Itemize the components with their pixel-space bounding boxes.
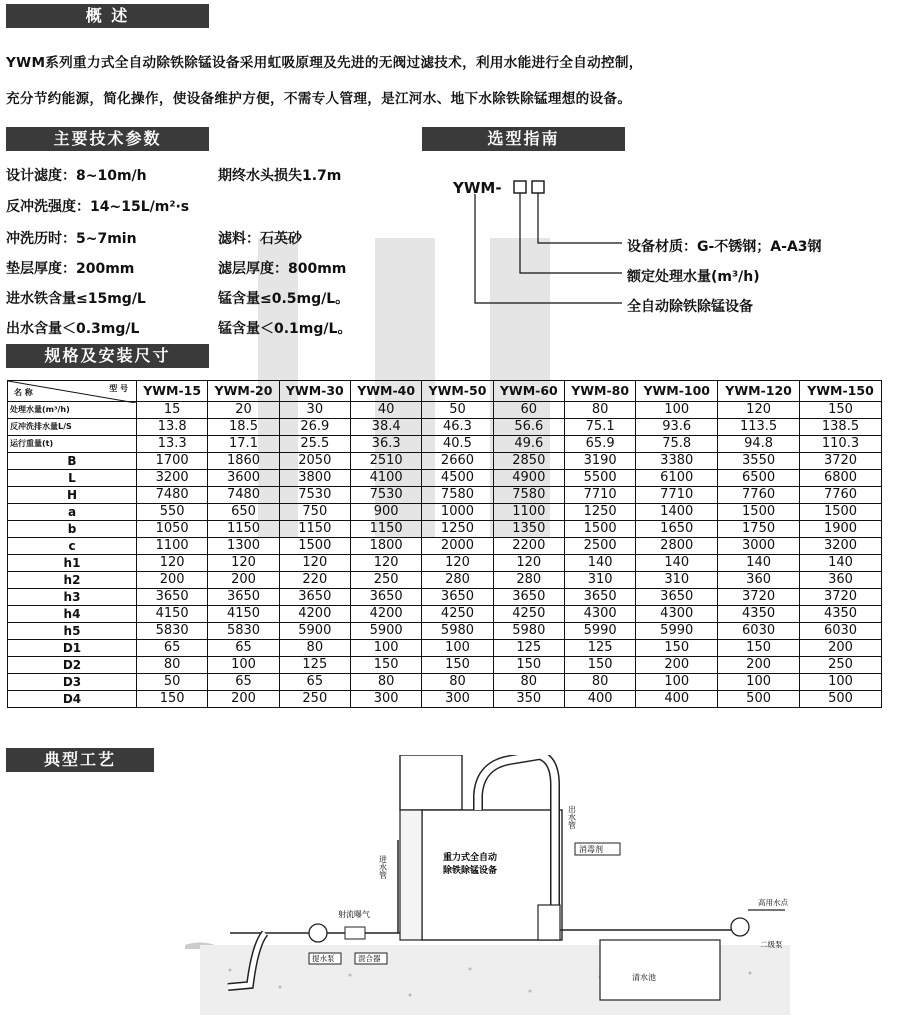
- table-cell: 1500: [718, 504, 800, 521]
- column-header-ywm-50: YWM-50: [422, 381, 493, 402]
- table-cell: 7480: [137, 487, 208, 504]
- table-row: [8, 555, 882, 572]
- row-name: L: [8, 470, 137, 487]
- row-name: B: [8, 453, 137, 470]
- table-row: [8, 521, 882, 538]
- table-cell: 200: [800, 640, 882, 657]
- table-row: [8, 453, 882, 470]
- table-cell: 150: [718, 640, 800, 657]
- table-cell: 80: [564, 674, 635, 691]
- table-cell: 3200: [800, 538, 882, 555]
- table-cell: 65: [208, 674, 279, 691]
- table-cell: 40: [350, 402, 421, 419]
- table-cell: 400: [564, 691, 635, 708]
- overview-line-1: YWM系列重力式全自动除铁除锰设备采用虹吸原理及先进的无阀过滤技术，利用水能进行全自动控制，: [6, 55, 643, 71]
- table-cell: 75.1: [564, 419, 635, 436]
- table-row: [8, 470, 882, 487]
- spec-table-corner: [8, 381, 137, 402]
- table-cell: 80: [137, 657, 208, 674]
- param-wash-duration: 冲洗历时：5~7min: [6, 231, 137, 247]
- table-cell: 7530: [279, 487, 350, 504]
- table-cell: 1750: [718, 521, 800, 538]
- row-name: h5: [8, 623, 137, 640]
- table-cell: 1050: [137, 521, 208, 538]
- table-cell: 4500: [422, 470, 493, 487]
- pump-label: 提水泵: [312, 954, 335, 963]
- column-header-ywm-150: YWM-150: [800, 381, 882, 402]
- table-cell: 65: [279, 674, 350, 691]
- table-cell: 3650: [564, 589, 635, 606]
- table-cell: 5980: [422, 623, 493, 640]
- table-cell: 1250: [422, 521, 493, 538]
- table-cell: 4200: [279, 606, 350, 623]
- spec-table-header-row: [8, 381, 882, 402]
- table-cell: 120: [350, 555, 421, 572]
- table-row: [8, 606, 882, 623]
- table-cell: 140: [718, 555, 800, 572]
- table-cell: 150: [636, 640, 718, 657]
- table-row: [8, 657, 882, 674]
- table-cell: 350: [493, 691, 564, 708]
- process-diagram: [0, 755, 900, 1035]
- table-cell: 13.8: [137, 419, 208, 436]
- table-cell: 140: [800, 555, 882, 572]
- table-cell: 7530: [350, 487, 421, 504]
- table-cell: 150: [564, 657, 635, 674]
- section-header-process: 典型工艺: [6, 748, 154, 772]
- table-cell: 3000: [718, 538, 800, 555]
- table-cell: 4250: [493, 606, 564, 623]
- table-cell: 250: [350, 572, 421, 589]
- table-cell: 2660: [422, 453, 493, 470]
- table-cell: 360: [800, 572, 882, 589]
- table-cell: 250: [279, 691, 350, 708]
- table-row: [8, 623, 882, 640]
- table-cell: 150: [422, 657, 493, 674]
- table-row: [8, 436, 882, 453]
- row-name: h3: [8, 589, 137, 606]
- row-name: b: [8, 521, 137, 538]
- table-cell: 120: [279, 555, 350, 572]
- row-name: h2: [8, 572, 137, 589]
- table-row: [8, 487, 882, 504]
- param-filter-speed: 设计滤度：8~10m/h: [6, 168, 147, 184]
- table-cell: 3650: [137, 589, 208, 606]
- table-row: [8, 402, 882, 419]
- table-cell: 65: [137, 640, 208, 657]
- column-header-ywm-80: YWM-80: [564, 381, 635, 402]
- table-cell: 150: [493, 657, 564, 674]
- row-name: D2: [8, 657, 137, 674]
- section-header-params: 主要技术参数: [6, 127, 209, 151]
- table-cell: 26.9: [279, 419, 350, 436]
- row-name: c: [8, 538, 137, 555]
- table-cell: 3650: [493, 589, 564, 606]
- table-cell: 1860: [208, 453, 279, 470]
- table-cell: 3720: [800, 589, 882, 606]
- column-header-ywm-60: YWM-60: [493, 381, 564, 402]
- table-cell: 1650: [636, 521, 718, 538]
- table-cell: 38.4: [350, 419, 421, 436]
- user-label: 高用水点: [758, 898, 788, 907]
- table-cell: 6500: [718, 470, 800, 487]
- table-cell: 250: [800, 657, 882, 674]
- table-cell: 550: [137, 504, 208, 521]
- table-cell: 150: [137, 691, 208, 708]
- table-row: [8, 640, 882, 657]
- table-cell: 900: [350, 504, 421, 521]
- column-header-ywm-40: YWM-40: [350, 381, 421, 402]
- table-cell: 7580: [493, 487, 564, 504]
- table-cell: 100: [208, 657, 279, 674]
- table-cell: 6800: [800, 470, 882, 487]
- table-cell: 80: [493, 674, 564, 691]
- table-cell: 2800: [636, 538, 718, 555]
- pool-label: 清水池: [632, 973, 656, 982]
- param-outlet-manganese: 锰含量＜0.1mg/L。: [218, 321, 352, 337]
- disinfect-label: 消毒剂: [579, 845, 603, 854]
- table-cell: 50: [422, 402, 493, 419]
- table-cell: 500: [800, 691, 882, 708]
- section-header-spec: 规格及安装尺寸: [6, 344, 209, 368]
- table-cell: 6030: [800, 623, 882, 640]
- table-cell: 56.6: [493, 419, 564, 436]
- table-cell: 4250: [422, 606, 493, 623]
- table-cell: 4300: [564, 606, 635, 623]
- table-cell: 4300: [636, 606, 718, 623]
- row-name: 运行重量(t): [8, 436, 137, 453]
- table-cell: 1500: [564, 521, 635, 538]
- table-cell: 120: [422, 555, 493, 572]
- table-cell: 60: [493, 402, 564, 419]
- table-cell: 3800: [279, 470, 350, 487]
- table-cell: 3650: [636, 589, 718, 606]
- table-cell: 5830: [137, 623, 208, 640]
- table-cell: 36.3: [350, 436, 421, 453]
- table-cell: 1400: [636, 504, 718, 521]
- table-cell: 75.8: [636, 436, 718, 453]
- table-cell: 200: [137, 572, 208, 589]
- table-cell: 1500: [800, 504, 882, 521]
- table-row: [8, 538, 882, 555]
- table-cell: 4150: [208, 606, 279, 623]
- table-cell: 3720: [718, 589, 800, 606]
- table-cell: 20: [208, 402, 279, 419]
- table-row: [8, 419, 882, 436]
- table-cell: 4350: [800, 606, 882, 623]
- row-name: D3: [8, 674, 137, 691]
- table-cell: 360: [718, 572, 800, 589]
- table-cell: 1350: [493, 521, 564, 538]
- table-row: [8, 589, 882, 606]
- table-cell: 110.3: [800, 436, 882, 453]
- table-cell: 5830: [208, 623, 279, 640]
- table-cell: 200: [208, 572, 279, 589]
- table-cell: 18.5: [208, 419, 279, 436]
- table-cell: 1900: [800, 521, 882, 538]
- corner-model-label: 型 号: [109, 384, 128, 393]
- table-cell: 7580: [422, 487, 493, 504]
- table-cell: 120: [718, 402, 800, 419]
- table-cell: 1000: [422, 504, 493, 521]
- table-cell: 7710: [636, 487, 718, 504]
- table-cell: 120: [137, 555, 208, 572]
- table-cell: 3650: [208, 589, 279, 606]
- table-cell: 125: [564, 640, 635, 657]
- row-name: 反冲洗排水量L/S: [8, 419, 137, 436]
- table-cell: 65: [208, 640, 279, 657]
- table-cell: 400: [636, 691, 718, 708]
- table-cell: 100: [636, 674, 718, 691]
- row-name: D4: [8, 691, 137, 708]
- column-header-ywm-20: YWM-20: [208, 381, 279, 402]
- table-cell: 80: [564, 402, 635, 419]
- top-box: [400, 755, 462, 810]
- table-cell: 4900: [493, 470, 564, 487]
- table-cell: 500: [718, 691, 800, 708]
- table-row: [8, 691, 882, 708]
- table-cell: 7480: [208, 487, 279, 504]
- param-bedding-thickness: 垫层厚度：200mm: [6, 261, 135, 277]
- table-cell: 2050: [279, 453, 350, 470]
- pump2-label: 二级泵: [760, 940, 783, 949]
- pump-icon: [309, 924, 327, 942]
- column-header-ywm-30: YWM-30: [279, 381, 350, 402]
- clear-water-pool: [600, 940, 720, 1000]
- row-name: 处理水量(m³/h): [8, 402, 137, 419]
- inlet-label: 进水管: [378, 855, 388, 879]
- table-cell: 3720: [800, 453, 882, 470]
- table-cell: 100: [422, 640, 493, 657]
- table-cell: 100: [636, 402, 718, 419]
- table-cell: 17.1: [208, 436, 279, 453]
- table-cell: 220: [279, 572, 350, 589]
- param-outlet-iron: 出水含量＜0.3mg/L: [6, 321, 140, 337]
- table-cell: 4100: [350, 470, 421, 487]
- table-cell: 3650: [422, 589, 493, 606]
- table-cell: 3200: [137, 470, 208, 487]
- table-cell: 6100: [636, 470, 718, 487]
- table-cell: 1100: [493, 504, 564, 521]
- table-cell: 1800: [350, 538, 421, 555]
- table-cell: 125: [493, 640, 564, 657]
- table-cell: 120: [493, 555, 564, 572]
- table-cell: 46.3: [422, 419, 493, 436]
- table-cell: 1250: [564, 504, 635, 521]
- table-row: [8, 504, 882, 521]
- table-cell: 15: [137, 402, 208, 419]
- column-header-ywm-100: YWM-100: [636, 381, 718, 402]
- table-cell: 1100: [137, 538, 208, 555]
- table-cell: 125: [279, 657, 350, 674]
- table-cell: 7710: [564, 487, 635, 504]
- table-cell: 5990: [636, 623, 718, 640]
- table-cell: 310: [636, 572, 718, 589]
- table-cell: 49.6: [493, 436, 564, 453]
- column-header-ywm-120: YWM-120: [718, 381, 800, 402]
- table-cell: 100: [350, 640, 421, 657]
- spec-table: [7, 380, 882, 708]
- table-cell: 30: [279, 402, 350, 419]
- table-cell: 2510: [350, 453, 421, 470]
- table-cell: 1150: [279, 521, 350, 538]
- table-cell: 50: [137, 674, 208, 691]
- table-cell: 1500: [279, 538, 350, 555]
- table-cell: 280: [493, 572, 564, 589]
- param-filter-media: 滤料：石英砂: [218, 231, 302, 247]
- table-cell: 300: [350, 691, 421, 708]
- table-cell: 3550: [718, 453, 800, 470]
- param-filter-layer-thickness: 滤层厚度：800mm: [218, 261, 347, 277]
- table-cell: 93.6: [636, 419, 718, 436]
- table-cell: 3380: [636, 453, 718, 470]
- mixer-icon: [345, 927, 365, 939]
- table-cell: 140: [636, 555, 718, 572]
- table-cell: 5980: [493, 623, 564, 640]
- table-cell: 13.3: [137, 436, 208, 453]
- table-cell: 100: [800, 674, 882, 691]
- siphon-base: [538, 905, 560, 940]
- table-cell: 750: [279, 504, 350, 521]
- param-head-loss: 期终水头损失1.7m: [218, 168, 342, 184]
- overview-line-2: 充分节约能源，简化操作，使设备维护方便，不需专人管理，是江河水、地下水除铁除锰理想的设备。: [6, 91, 632, 107]
- row-name: H: [8, 487, 137, 504]
- ejector-label: 射流曝气: [338, 910, 370, 919]
- table-cell: 2200: [493, 538, 564, 555]
- param-inlet-manganese: 锰含量≤0.5mg/L。: [218, 291, 350, 307]
- row-name: D1: [8, 640, 137, 657]
- table-cell: 65.9: [564, 436, 635, 453]
- table-cell: 200: [718, 657, 800, 674]
- table-cell: 5900: [279, 623, 350, 640]
- row-name: h1: [8, 555, 137, 572]
- table-cell: 650: [208, 504, 279, 521]
- table-cell: 2850: [493, 453, 564, 470]
- column-header-ywm-15: YWM-15: [137, 381, 208, 402]
- table-cell: 138.5: [800, 419, 882, 436]
- table-cell: 3650: [279, 589, 350, 606]
- param-inlet-iron: 进水铁含量≤15mg/L: [6, 291, 146, 307]
- table-cell: 150: [350, 657, 421, 674]
- table-cell: 200: [208, 691, 279, 708]
- table-cell: 100: [718, 674, 800, 691]
- section-header-overview: 概 述: [6, 4, 209, 28]
- table-cell: 113.5: [718, 419, 800, 436]
- table-cell: 310: [564, 572, 635, 589]
- table-cell: 25.5: [279, 436, 350, 453]
- table-cell: 7760: [800, 487, 882, 504]
- table-row: [8, 674, 882, 691]
- table-cell: 40.5: [422, 436, 493, 453]
- table-cell: 200: [636, 657, 718, 674]
- table-cell: 280: [422, 572, 493, 589]
- table-cell: 4200: [350, 606, 421, 623]
- table-cell: 2000: [422, 538, 493, 555]
- table-cell: 2500: [564, 538, 635, 555]
- table-cell: 300: [422, 691, 493, 708]
- selection-label-device: 全自动除铁除锰设备: [627, 299, 753, 315]
- table-cell: 5990: [564, 623, 635, 640]
- table-cell: 7760: [718, 487, 800, 504]
- section-header-selection: 选型指南: [422, 127, 625, 151]
- table-cell: 5900: [350, 623, 421, 640]
- table-cell: 80: [350, 674, 421, 691]
- table-cell: 80: [279, 640, 350, 657]
- table-cell: 6030: [718, 623, 800, 640]
- tank-label-2: 除铁除锰设备: [443, 866, 498, 876]
- tank-label-1: 重力式全自动: [443, 853, 498, 863]
- param-backwash-intensity: 反冲洗强度：14~15L/m²·s: [6, 199, 190, 215]
- table-cell: 4150: [137, 606, 208, 623]
- model-code: YWM-: [453, 179, 502, 197]
- table-row: [8, 572, 882, 589]
- row-name: h4: [8, 606, 137, 623]
- table-cell: 3190: [564, 453, 635, 470]
- selection-label-capacity: 额定处理水量(m³/h): [627, 269, 760, 285]
- table-cell: 3600: [208, 470, 279, 487]
- outlet-label: 出水管: [567, 805, 577, 829]
- corner-name-label: 名 称: [14, 388, 33, 397]
- tank-side: [400, 810, 422, 940]
- table-cell: 80: [422, 674, 493, 691]
- table-cell: 120: [208, 555, 279, 572]
- table-cell: 140: [564, 555, 635, 572]
- table-cell: 1700: [137, 453, 208, 470]
- table-cell: 4350: [718, 606, 800, 623]
- selection-label-material: 设备材质：G-不锈钢；A-A3钢: [627, 239, 822, 255]
- row-name: a: [8, 504, 137, 521]
- table-cell: 150: [800, 402, 882, 419]
- mixer-label: 混合器: [358, 954, 381, 963]
- table-cell: 1150: [350, 521, 421, 538]
- table-cell: 3650: [350, 589, 421, 606]
- table-cell: 1150: [208, 521, 279, 538]
- table-cell: 1300: [208, 538, 279, 555]
- pump2-icon: [731, 918, 749, 936]
- table-cell: 94.8: [718, 436, 800, 453]
- table-cell: 5500: [564, 470, 635, 487]
